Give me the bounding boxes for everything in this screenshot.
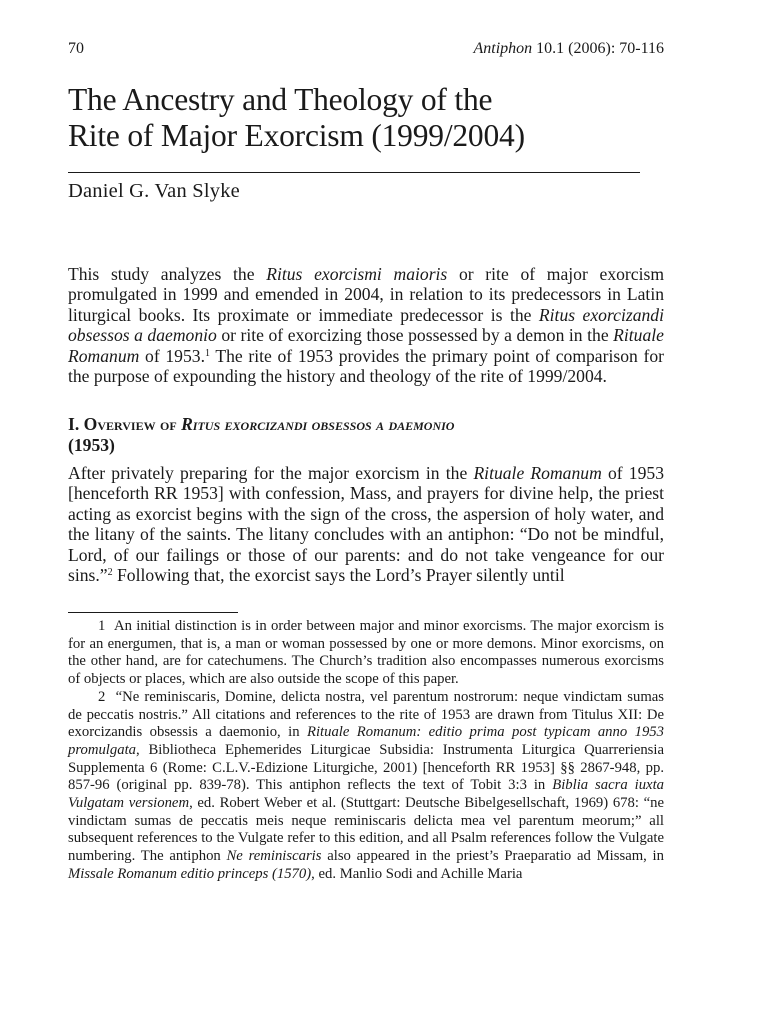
italic-run: Rituale Romanum: editio prima post typicam anno 1953 promulgata	[68, 724, 664, 758]
footnote-text: , ed. Manlio Sodi and Achille Maria	[311, 865, 523, 882]
italic-run: Ritus exorcizandi obsessos a daemonio	[68, 304, 664, 346]
footnote-text: , ed. Robert Weber et al. (Stuttgart: Deutsche Bibelgesellschaft, 1969) 678: “ne vindictam sumas de peccatis meis neque reminiscaris delicta mea vel parentum meorum;” all subsequent references to the Vulgate refer to this edition, and all Psalm references follow the Vulgate numbering. The antiphon	[68, 795, 664, 865]
italic-run: Ritus exorcismi maioris	[266, 264, 448, 284]
footnote-text: also appeared in the priest’s Praeparatio ad Missam, in	[321, 848, 664, 865]
journal-name: Antiphon	[473, 40, 533, 57]
author-name: Daniel G. Van Slyke	[68, 180, 240, 202]
article-title	[68, 82, 664, 154]
footnote-text: , Bibliotheca Ephemerides Liturgicae Subsidia: Instrumenta Liturgica Quarreriensia Supplementa 6 (Rome: C.L.V.-Edizione Liturgiche, 2001) [henceforth RR 1953] §§ 2867-948, pp. 857-96 (original pp. 839-78). This antiphon reflects the text of Tobit 3:3 in	[68, 741, 664, 794]
italic-run: Rituale Romanum	[68, 325, 664, 366]
section-heading-year: (1953)	[68, 435, 115, 455]
section-paragraph	[68, 463, 664, 585]
title-line-1: The Ancestry and Theology of the	[68, 82, 493, 117]
italic-run: Ne reminiscaris	[226, 848, 322, 865]
text-run: Following that, the exorcist says the Lord’s Prayer silently until	[112, 565, 565, 586]
footnote-text: An initial distinction is in order between major and minor exorcisms. The major exorcism is for an energumen, that is, a man or woman possessed by one or more demons. Minor exorcisms, on the other hand, are for catechumens. The Church’s tradition also encompasses numerous exorcisms of objects or places, which are also outside the scope of this paper.	[68, 618, 665, 688]
footnote-ref-1[interactable]: 1	[204, 347, 210, 359]
section-numeral: I.	[68, 414, 84, 434]
section-heading	[68, 414, 664, 456]
footnote-number: 1	[98, 618, 106, 634]
footnote-2	[68, 689, 664, 884]
title-line-2: Rite of Major Exorcism (1999/2004)	[68, 118, 525, 153]
section-heading-italic: Ritus exorcizandi obsessos a daemonio	[181, 414, 455, 434]
journal-volume: 10.1 (2006): 70-116	[532, 40, 664, 57]
title-rule	[68, 172, 640, 173]
journal-citation	[473, 40, 664, 58]
footnote-rule	[68, 612, 238, 613]
italic-run: Rituale Romanum	[473, 463, 602, 483]
italic-run: Biblia sacra iuxta Vulgatam versionem	[68, 777, 664, 812]
text-run: The rite of 1953 provides the primary point of comparison for the purpose of expounding the history and theology of the rite of 1999/2004.	[68, 345, 664, 387]
abstract-paragraph	[68, 264, 664, 386]
footnote-number: 2	[98, 688, 106, 705]
text-run: of 1953.	[139, 345, 205, 366]
running-head	[68, 40, 664, 64]
text-run: or rite of major exorcism promulgated in 1999 and emended in 2004, in relation to its predecessors in Latin liturgical books. Its proximate or immediate predecessor is the	[68, 264, 664, 325]
footnotes	[68, 618, 664, 884]
footnote-ref-2[interactable]: 2	[107, 567, 113, 579]
italic-run: Missale Romanum editio princeps (1570)	[68, 865, 312, 882]
section-heading-text: Overview of	[83, 414, 182, 434]
page-number: 70	[68, 40, 84, 57]
footnote-1	[68, 618, 664, 689]
text-run: After privately preparing for the major exorcism in the	[68, 463, 474, 483]
text-run: This study analyzes the	[68, 264, 267, 284]
footnote-text: “Ne reminiscaris, Domine, delicta nostra, vel parentum nostrorum: neque vindictam sumas de peccatis nostris.” All citations and references to the rite of 1953 are drawn from Titulus XII: De exorcizandis obsessis a daemonio, in	[68, 688, 664, 741]
text-run: or rite of exorcizing those possessed by a demon in the	[216, 325, 614, 346]
text-run: of 1953 [henceforth RR 1953] with confession, Mass, and prayers for divine help, the priest acting as exorcist begins with the sign of the cross, the aspersion of holy water, and the litany of the saints. The litany concludes with an antiphon: “Do not be mindful, Lord, of our failings or those of our parents: and do not take vengeance for our sins.”	[68, 463, 664, 586]
